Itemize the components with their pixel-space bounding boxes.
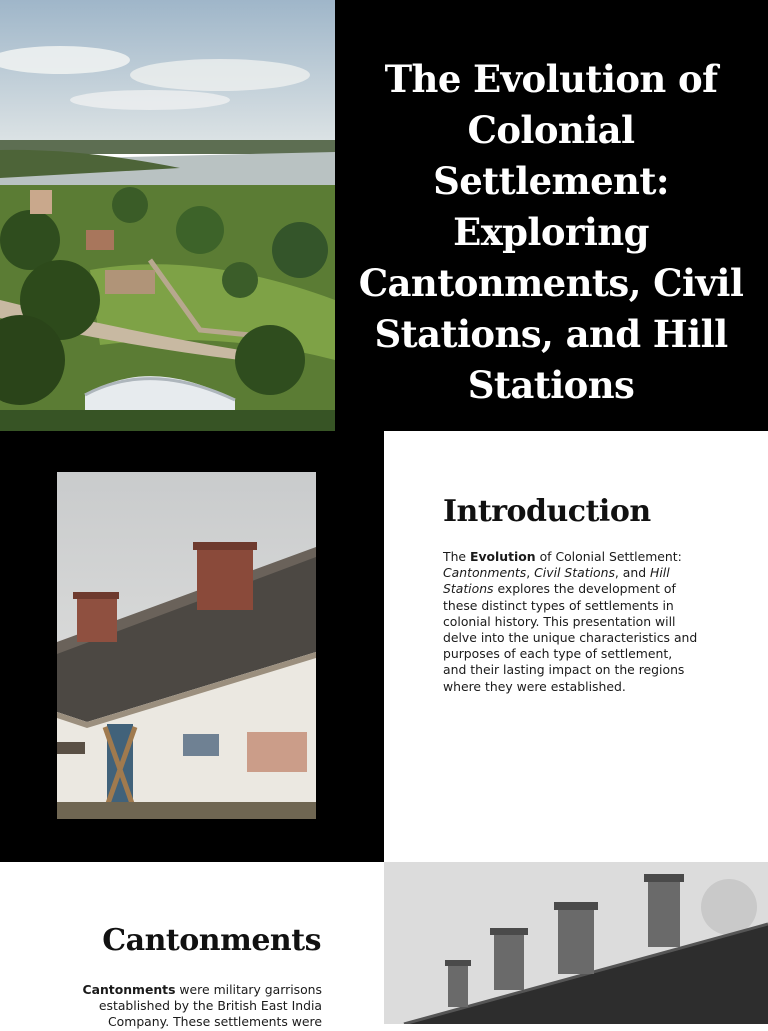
intro-text-hill-stations: Hill Stations bbox=[443, 565, 670, 597]
cant-text-cantonments: Cantonments bbox=[82, 982, 176, 997]
page-title: The Evolution of Colonial Settlement: Exploring Cantonments, Civil Stations, and Hill Stations bbox=[358, 57, 744, 407]
old-farmhouse-photo bbox=[57, 472, 316, 819]
intro-text-5: explores the development of these distinct types of settlements in colonial history. This presentation will delve into the unique characteristics and purposes of each type of settlement, and their lasting impact on the regions where they were established. bbox=[443, 581, 698, 694]
intro-text-4: , and bbox=[614, 565, 651, 581]
intro-text-2: of Colonial Settlement: bbox=[535, 549, 682, 564]
introduction-body-text bbox=[443, 549, 699, 695]
cantonments-heading: Cantonments bbox=[102, 923, 321, 958]
intro-text-cantonments: Cantonments bbox=[443, 565, 527, 581]
intro-text-1: The bbox=[443, 549, 470, 564]
cant-text-1: were military garrisons established by the British East India Company. These settlements were bbox=[98, 982, 322, 1030]
intro-text-3: , bbox=[526, 565, 535, 581]
rooftop-chimneys-photo bbox=[384, 862, 768, 1024]
fortress-landscape-photo bbox=[0, 0, 335, 431]
intro-text-civil-stations: Civil Stations bbox=[534, 565, 615, 581]
intro-text-evolution: Evolution bbox=[469, 549, 536, 564]
introduction-heading: Introduction bbox=[443, 494, 651, 529]
cantonments-body-text bbox=[60, 982, 322, 1031]
